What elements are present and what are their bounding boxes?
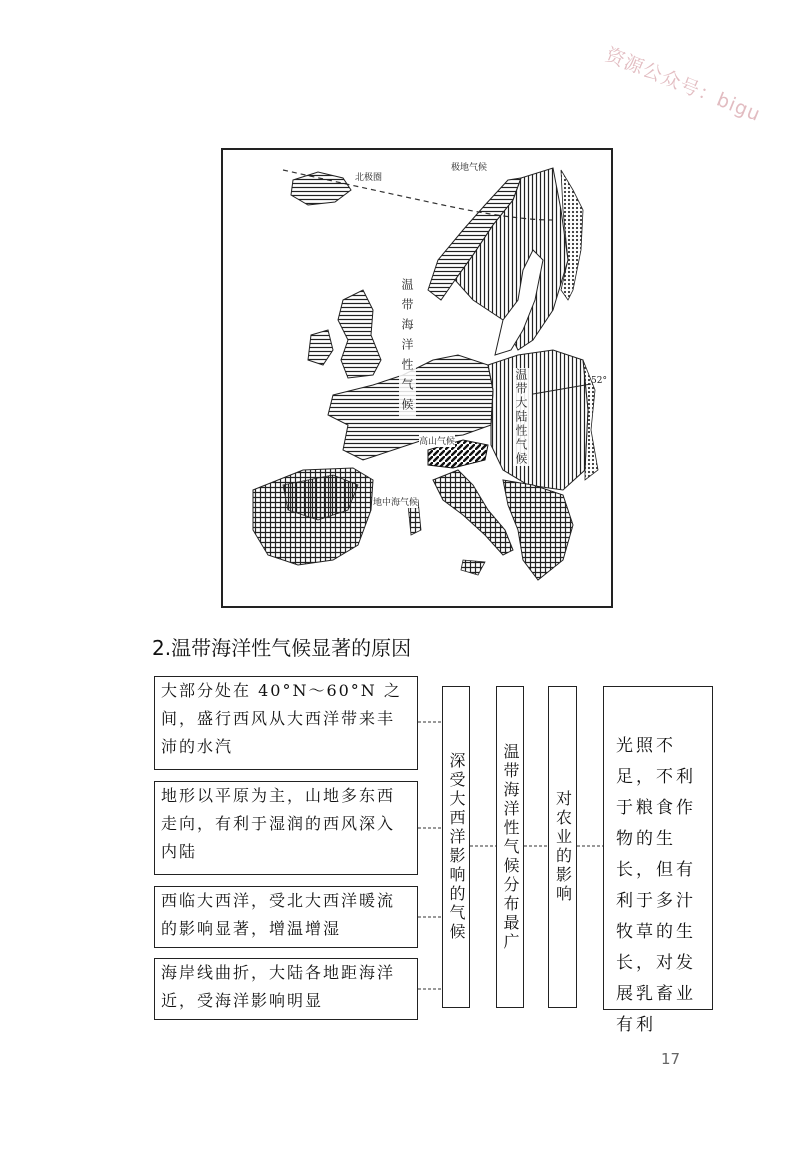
latitude-52-label: 52°: [591, 376, 607, 386]
iceland-region: [291, 172, 351, 205]
mediterranean-climate-label: 地中海气候: [373, 495, 418, 508]
distribution-text: 温带海洋性气候分布最广: [501, 742, 520, 952]
balkans-mediterranean: [503, 480, 573, 580]
cause-text: 大部分处在 40°N～60°N 之间，盛行西风从大西洋带来丰沛的水汽: [161, 681, 402, 756]
europe-climate-map: [221, 148, 613, 608]
cause-box-1: [154, 676, 418, 770]
influence-text: 深受大西洋影响的气候: [447, 752, 466, 942]
arctic-circle-label: 北极圈: [355, 173, 383, 183]
cause-box-4: [154, 958, 418, 1020]
continental-climate-label: 温带大陆性气候: [514, 368, 528, 466]
result-box: [603, 686, 713, 1035]
cause-text: 海岸线曲折，大陆各地距海洋近，受海洋影响明显: [161, 963, 396, 1010]
section-title: 2.温带海洋性气候显著的原因: [152, 636, 412, 660]
agriculture-text: 对农业的影响: [553, 790, 573, 904]
page-number: 17: [661, 1050, 681, 1068]
ireland-region: [308, 330, 333, 365]
cause-text: 地形以平原为主，山地多东西走向，有利于湿润的西风深入内陆: [161, 786, 396, 861]
result-text: 光照不足，不利于粮食作物的生长，但有利于多汁牧草的生长，对发展乳畜业有利: [616, 736, 696, 1035]
mountain-climate-label: 高山气候: [419, 434, 455, 447]
watermark: 资源公众号：bigu: [602, 43, 764, 127]
cause-box-3: [154, 886, 418, 948]
agriculture-box: [548, 686, 577, 1008]
cause-text: 西临大西洋，受北大西洋暖流的影响显著，增温增湿: [161, 891, 396, 938]
influence-box: [442, 686, 470, 1008]
map-drawing: [223, 150, 611, 606]
distribution-box: [496, 686, 524, 1008]
cause-box-2: [154, 781, 418, 875]
oceanic-climate-label: 温带海洋性气候: [400, 278, 414, 418]
italy-mediterranean: [433, 470, 513, 555]
polar-climate-label: 极地气候: [451, 163, 488, 173]
eastern-europe-continental: [488, 350, 588, 490]
britain-region: [338, 290, 381, 378]
